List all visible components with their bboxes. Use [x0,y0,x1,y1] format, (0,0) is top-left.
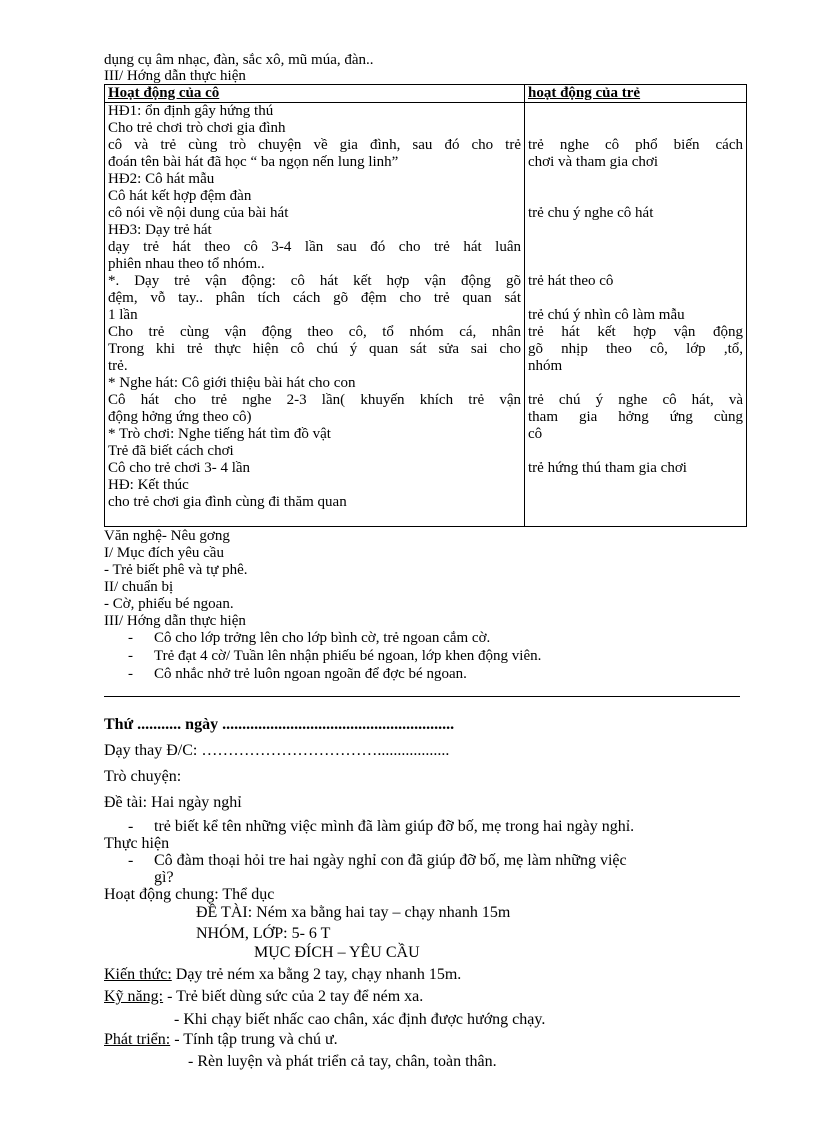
preparation-item: - Cờ, phiếu bé ngoan. [104,596,234,612]
teacher-line: Cô hát kết hợp đệm đàn [108,188,252,204]
teacher-line: đoán tên bài hát đã học “ ba ngọn nến lung linh” [108,154,399,170]
develop-text: - Tính tập trung và chú ư. [170,1031,338,1048]
knowledge-label: Kiến thức: [104,966,172,983]
teacher-line: cô và trẻ cùng trò chuyện về gia đình, sau đó cho trẻ [108,137,521,153]
child-line-blank [528,120,743,137]
preparation-heading: II/ chuẩn bị [104,579,174,595]
bullet-dash: - [128,852,134,869]
purpose-heading: I/ Mục đích yêu cầu [104,545,224,561]
teacher-line: 1 lần [108,307,138,323]
teacher-line: HĐ2: Cô hát mẫu [108,171,215,187]
child-line-blank [528,171,743,188]
teacher-activities-cell [105,103,525,527]
child-line-blank [528,103,743,120]
section-heading-instructions: III/ Hớng dẫn thực hiện [104,68,246,84]
step-text: Cô nhắc nhở trẻ luôn ngoan ngoãn để đợc bé ngoan. [154,666,467,682]
child-line-blank [528,375,743,392]
teacher-line: động hởng ứng theo cô) [108,409,252,425]
teacher-line: HĐ1: ổn định gây hứng thú [108,103,274,119]
teacher-line: trẻ. [108,358,128,374]
child-line: chơi và tham gia chơi [528,154,658,170]
child-line: cô [528,426,543,442]
step-text: Cô cho lớp trởng lên cho lớp bình cờ, trẻ ngoan cắm cờ. [154,630,491,646]
pe-topic: ĐỀ TÀI: Ném xa bằng hai tay – chạy nhanh 15m [196,904,511,921]
skills-text: - Trẻ biết dùng sức của 2 tay để ném xa. [163,988,424,1005]
child-line-blank [528,256,743,273]
talk-label: Trò chuyện: [104,768,182,785]
bullet-dash: - [128,818,134,835]
develop-row [104,1031,338,1048]
child-line: tham gia hởng ứng cùng [528,409,743,425]
knowledge-row [104,966,461,983]
activity-table [104,84,747,527]
child-line: trẻ hát theo cô [528,273,614,289]
teacher-line: Cho trẻ cùng vận động theo cô, tổ nhóm cá, nhân [108,324,521,340]
table-body-row [105,103,747,527]
execute-item-continued: gì? [154,869,174,886]
knowledge-text: Dạy trẻ ném xa bằng 2 tay, chạy nhanh 15m. [171,966,462,983]
child-line-blank [528,222,743,239]
teacher-line: Trong khi trẻ thực hiện cô chú ý quan sát sửa sai cho [108,341,521,357]
van-nghe-title: Văn nghệ- Nêu gơng [104,528,230,544]
purpose-requirements-heading: MỤC ĐÍCH – YÊU CẦU [254,944,420,961]
bullet-dash: - [128,630,133,646]
teacher-line: HĐ3: Dạy trẻ hát [108,222,212,238]
child-line-blank [528,239,743,256]
teacher-column-header: Hoạt động của cô [105,85,525,103]
group-class: NHÓM, LỚP: 5- 6 T [196,925,331,942]
step-text: Trẻ đạt 4 cờ/ Tuần lên nhận phiếu bé ngoan, lớp khen động viên. [154,648,542,664]
table-header-row [105,85,747,103]
teacher-line: *. Dạy trẻ vận động: cô hát kết hợp vận động gõ [108,273,521,289]
bullet-dash: - [128,648,133,664]
teacher-line: phiên nhau theo tổ nhóm.. [108,256,265,272]
skills-row [104,988,423,1005]
teacher-line: * Trò chơi: Nghe tiếng hát tìm đồ vật [108,426,331,442]
child-line: trẻ chu ý nghe cô hát [528,205,654,221]
teacher-line: Trẻ đã biết cách chơi [108,443,234,459]
skills-label: Kỹ năng: [104,988,164,1005]
child-line-blank [528,188,743,205]
skills-text-2: - Khi chạy biết nhấc cao chân, xác định được hướng chạy. [174,1011,546,1028]
execute-item-text: Cô đàm thoại hỏi tre hai ngày nghỉ con đã giúp đỡ bố, mẹ làm những việc [154,852,627,869]
substitute-line: Dạy thay Đ/C: …………………………….................. [104,742,450,759]
topic-item-text: trẻ biết kể tên những việc mình đã làm giúp đỡ bố, mẹ trong hai ngày nghỉ. [154,818,635,835]
child-line-blank [528,443,743,460]
teacher-line: * Nghe hát: Cô giới thiệu bài hát cho con [108,375,356,391]
bullet-dash: - [128,666,133,682]
child-activities-cell [525,103,747,527]
child-line: trẻ chú ý nhìn cô làm mẫu [528,307,685,323]
instructions-heading: III/ Hớng dẫn thực hiện [104,613,246,629]
purpose-item: - Trẻ biết phê và tự phê. [104,562,248,578]
child-line: trẻ hát kết hợp vận động [528,324,743,340]
child-line-blank [528,290,743,307]
child-column-header: hoạt động của trẻ [525,85,747,103]
develop-label: Phát triển: [104,1031,171,1048]
section-divider [104,696,740,697]
child-line: trẻ nghe cô phổ biến cách [528,137,743,153]
teacher-line: Cô hát cho trẻ nghe 2-3 lần( khuyến khích trẻ vận [108,392,521,408]
teacher-line: Cô cho trẻ chơi 3- 4 lần [108,460,251,476]
child-line: trẻ hứng thú tham gia chơi [528,460,687,476]
child-line: nhóm [528,358,563,374]
date-line: Thứ ........... ngày .......................................................... [104,716,455,733]
child-line: gõ nhịp theo cô, lớp ,tổ, [528,341,743,357]
topic-line: Đề tài: Hai ngày nghỉ [104,794,242,811]
materials-line: dụng cụ âm nhạc, đàn, sắc xô, mũ múa, đàn.. [104,52,374,68]
common-activity: Hoạt động chung: Thể dục [104,886,275,903]
child-line: trẻ chú ý nghe cô hát, và [528,392,743,408]
teacher-line: HĐ: Kết thúc [108,477,189,493]
teacher-line: cho trẻ chơi gia đình cùng đi thăm quan [108,494,347,510]
execute-label: Thực hiện [104,835,170,852]
teacher-line: đệm, vỗ tay.. phân tích cách gõ đệm cho trẻ quan sát [108,290,521,306]
teacher-line: dạy trẻ hát theo cô 3-4 lần sau đó cho trẻ hát luân [108,239,521,255]
develop-text-2: - Rèn luyện và phát triển cả tay, chân, toàn thân. [188,1053,497,1070]
teacher-line: cô nói về nội dung của bài hát [108,205,289,221]
teacher-line: Cho trẻ chơi trò chơi gia đình [108,120,286,136]
